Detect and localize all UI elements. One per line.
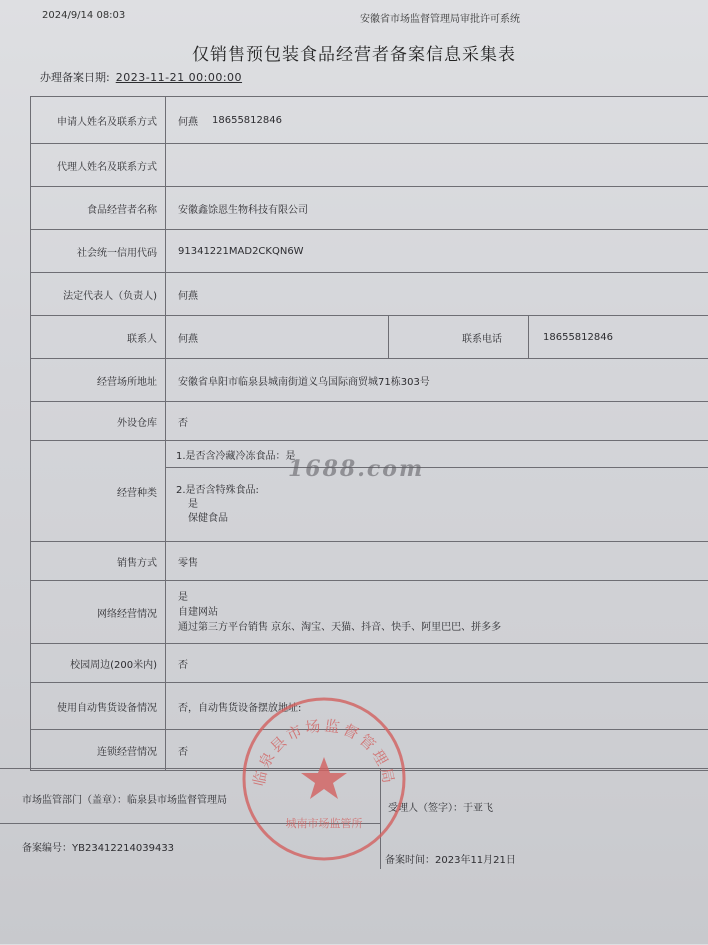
chain-label: 连锁经营情况 xyxy=(31,730,166,770)
vending-label: 使用自动售货设备情况 xyxy=(31,683,166,729)
address-label: 经营场所地址 xyxy=(31,359,166,401)
category-special xyxy=(166,468,708,541)
row-agent xyxy=(30,144,708,187)
applicant-name: 何燕 xyxy=(178,116,198,128)
system-name: 安徽省市场监督管理局审批许可系统 xyxy=(360,14,520,25)
address-value: 安徽省阜阳市临泉县城南街道义乌国际商贸城71栋303号 xyxy=(178,376,430,388)
filing-date-value: 2023-11-21 00:00:00 xyxy=(115,71,243,84)
approval-section xyxy=(0,768,708,945)
category-value xyxy=(166,441,708,541)
online-line-2: 自建网站 xyxy=(178,606,218,618)
chain-value: 否 xyxy=(178,746,188,758)
print-timestamp: 2024/9/14 08:03 xyxy=(42,10,126,21)
row-vending xyxy=(30,683,708,730)
row-sales-mode xyxy=(30,542,708,581)
agent-value xyxy=(166,144,708,186)
agent-label: 代理人姓名及联系方式 xyxy=(31,144,166,186)
divider-horizontal xyxy=(0,823,380,824)
filing-time: 备案时间：2023年11月21日 xyxy=(385,855,516,866)
credit-code-label: 社会统一信用代码 xyxy=(31,230,166,272)
operator-value: 安徽鑫馀恩生物科技有限公司 xyxy=(178,204,308,216)
row-online xyxy=(30,581,708,644)
row-contact xyxy=(30,316,708,359)
info-table xyxy=(30,96,708,771)
row-chain xyxy=(30,730,708,771)
online-line-1: 是 xyxy=(178,591,188,603)
credit-code-value: 91341221MAD2CKQN6W xyxy=(178,245,304,257)
contact-phone-value: 18655812846 xyxy=(543,331,613,343)
sales-mode-label: 销售方式 xyxy=(31,542,166,580)
row-address xyxy=(30,359,708,402)
online-label: 网络经营情况 xyxy=(31,581,166,643)
category-line-3: 是 xyxy=(188,498,198,510)
seal-outer-text: 临泉县市场监督管理局 xyxy=(249,716,399,788)
filing-number: 备案编号：YB23412214039433 xyxy=(22,843,175,854)
row-campus xyxy=(30,644,708,683)
applicant-value xyxy=(166,97,708,143)
row-operator xyxy=(30,187,708,230)
row-warehouse xyxy=(30,402,708,441)
sales-mode-value: 零售 xyxy=(178,557,198,569)
vending-value: 否，自动售货设备摆放地址: xyxy=(178,702,302,714)
seal-inner-text: 城南市场监管所 xyxy=(285,817,363,830)
filing-date-label: 办理备案日期: xyxy=(40,71,110,84)
applicant-phone: 18655812846 xyxy=(212,114,282,126)
applicant-label: 申请人姓名及联系方式 xyxy=(31,97,166,143)
legal-rep-value: 何燕 xyxy=(178,290,198,302)
dept-stamp-line: 市场监管部门（盖章）：临泉县市场监督管理局 xyxy=(22,795,227,806)
online-value xyxy=(166,581,708,643)
divider-vertical xyxy=(380,769,381,869)
contact-label: 联系人 xyxy=(31,316,166,358)
watermark-1688: 1688.com xyxy=(288,456,425,482)
campus-label: 校园周边(200米内) xyxy=(31,644,166,682)
category-line-1: 1.是否含冷藏冷冻食品：是 xyxy=(166,441,708,468)
legal-rep-label: 法定代表人（负责人) xyxy=(31,273,166,315)
warehouse-label: 外设仓库 xyxy=(31,402,166,440)
online-line-3: 通过第三方平台销售 京东、淘宝、天猫、抖音、快手、阿里巴巴、拼多多 xyxy=(178,621,502,633)
row-legal-rep xyxy=(30,273,708,316)
filing-date-line xyxy=(40,69,242,85)
row-credit-code xyxy=(30,230,708,273)
row-applicant xyxy=(30,97,708,144)
contact-phone-label: 联系电话 xyxy=(389,316,529,358)
category-label: 经营种类 xyxy=(31,441,166,541)
operator-label: 食品经营者名称 xyxy=(31,187,166,229)
category-line-2: 2.是否含特殊食品: xyxy=(176,484,259,496)
contact-value: 何燕 xyxy=(166,316,389,358)
warehouse-value: 否 xyxy=(178,417,188,429)
form-title: 仅销售预包装食品经营者备案信息采集表 xyxy=(192,45,516,65)
campus-value: 否 xyxy=(178,659,188,671)
receiver-signature: 受理人（签字）：于亚飞 xyxy=(388,803,493,814)
category-line-4: 保健食品 xyxy=(188,512,228,524)
